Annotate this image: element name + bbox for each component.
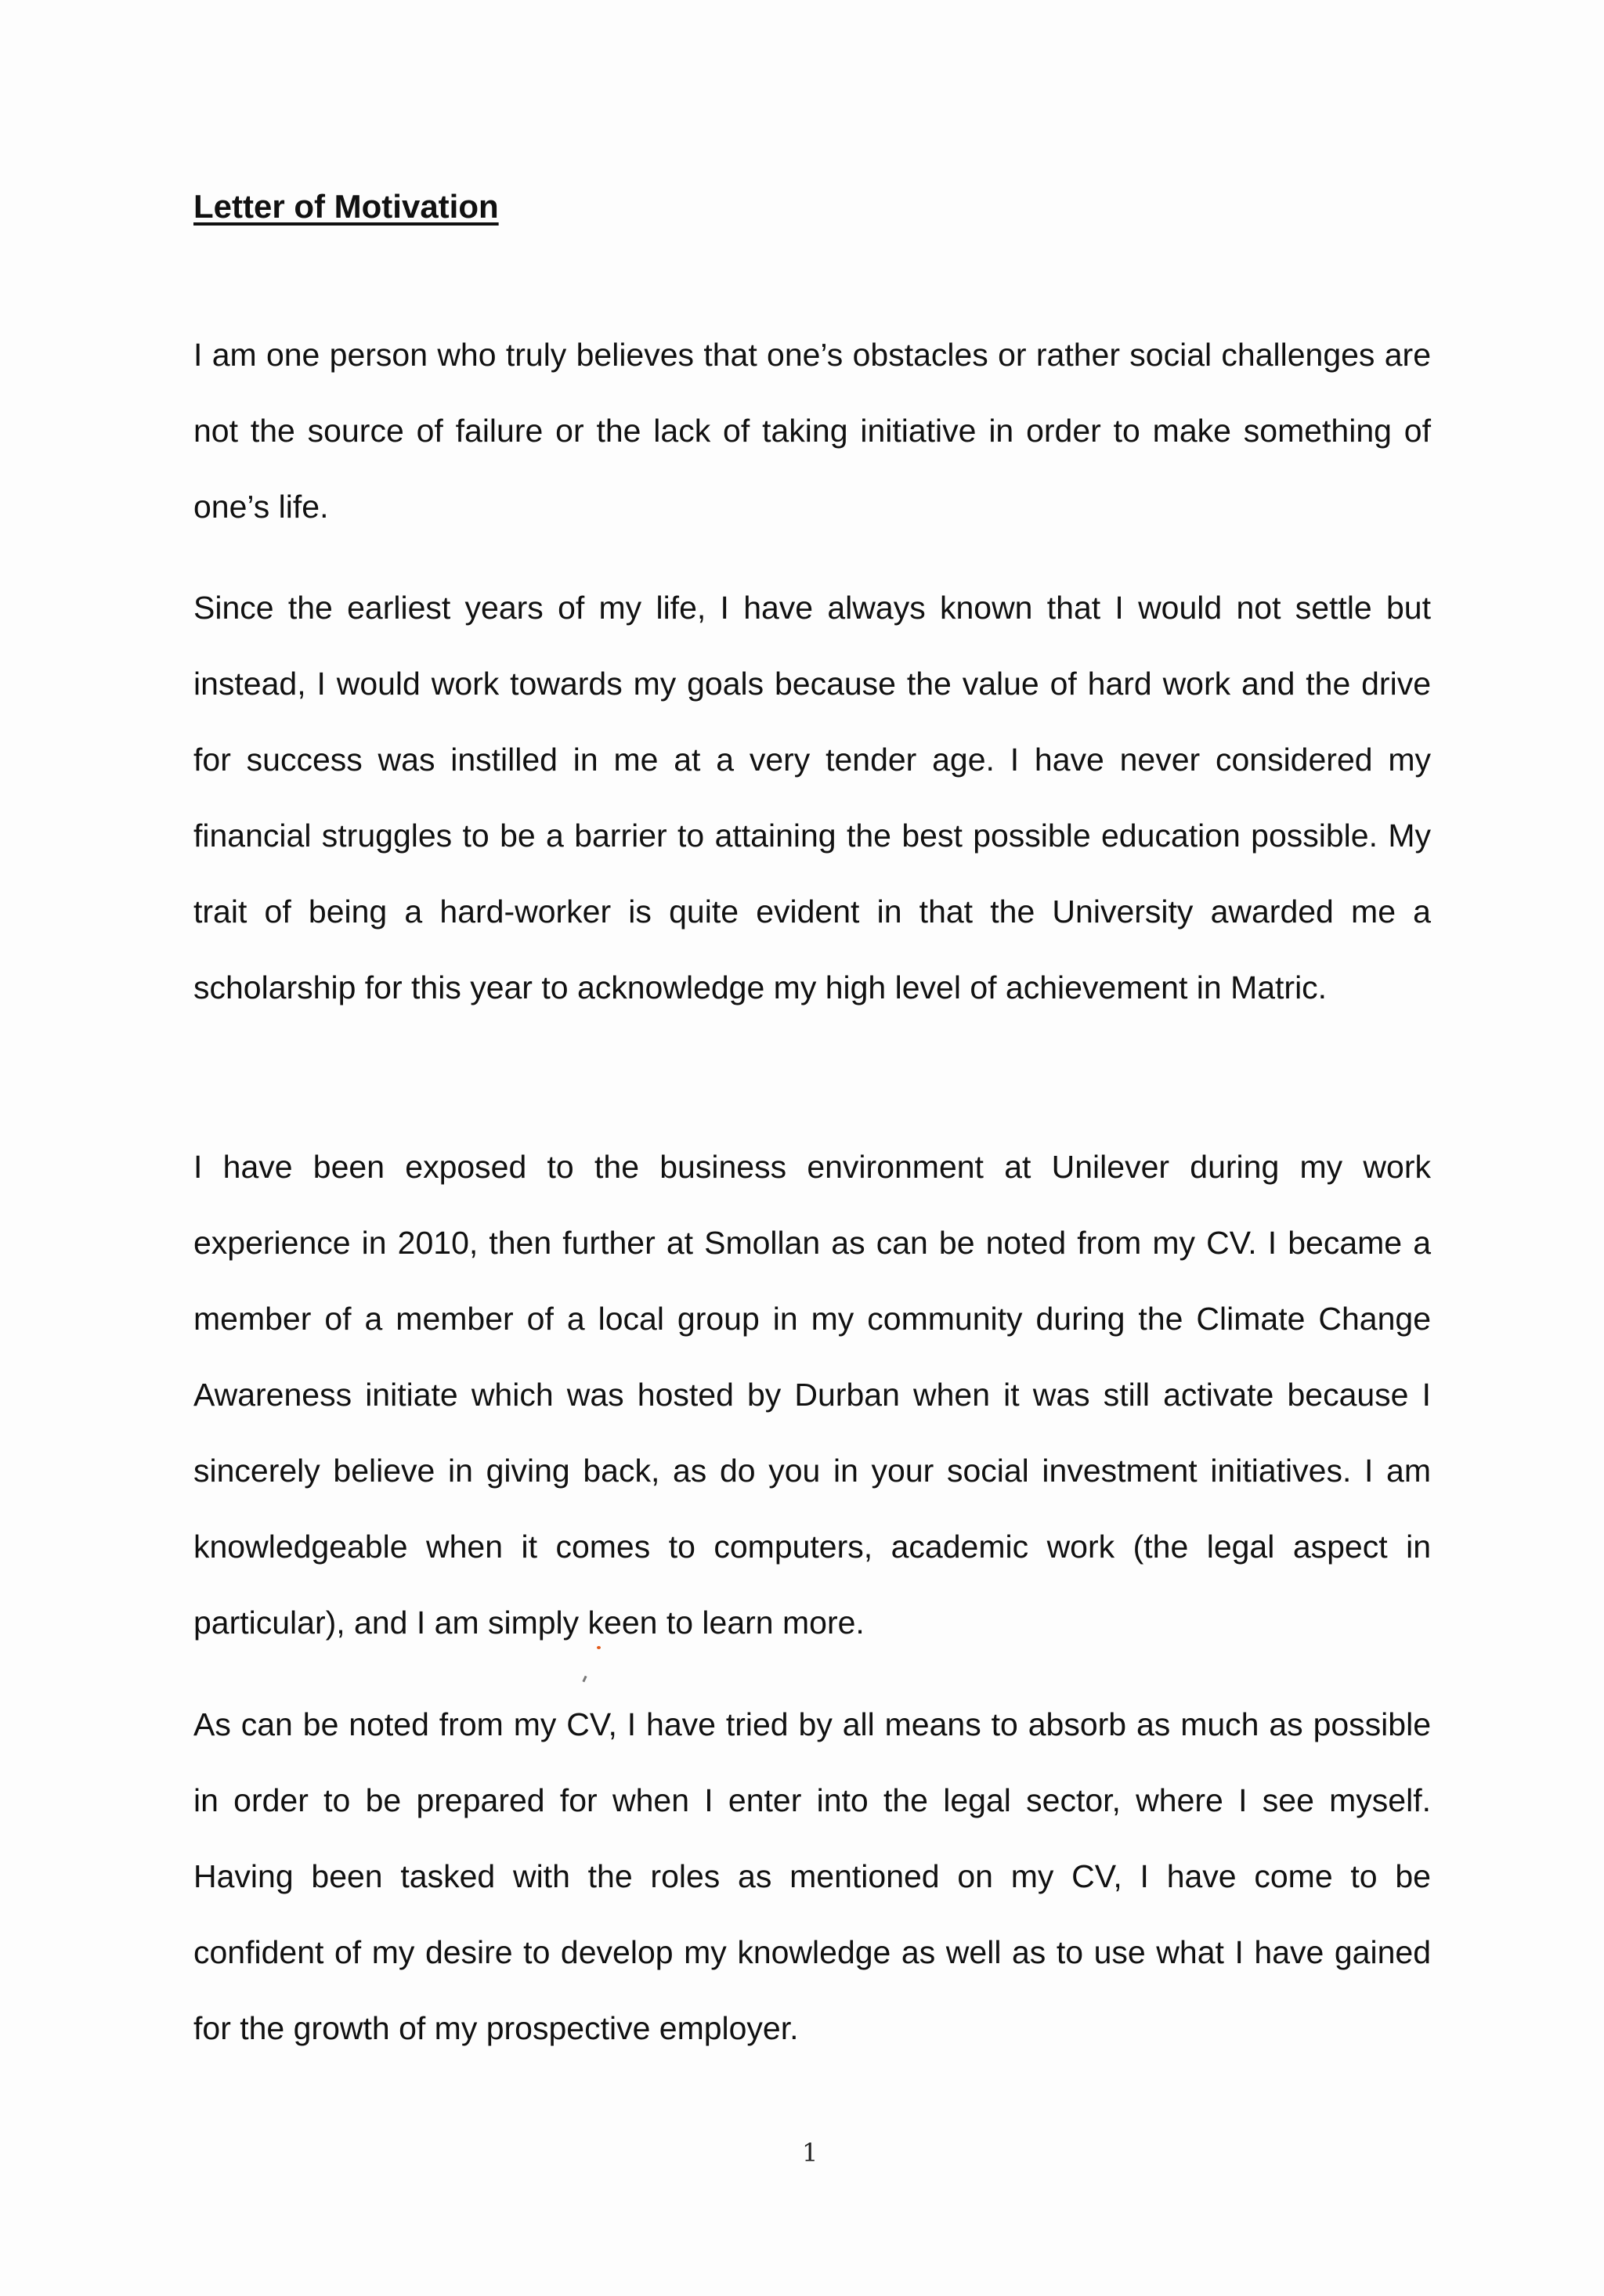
paragraph-4: As can be noted from my CV, I have tried by all means to absorb as much as possible in order to be prepared for when I enter into the legal sector, where I see myself. Having been tasked with the roles as mentioned on my CV, I have come to be confident of my desire to develop my knowledge as well as to use what I have gained for the growth of my prospective employer. [193, 1706, 1431, 2046]
paragraph-1: I am one person who truly believes that one’s obstacles or rather social challenges are not the source of failure or the lack of taking initiative in order to make something of one’s life. [193, 337, 1431, 525]
page-number: 1 [802, 2138, 818, 2168]
paragraph-2: Since the earliest years of my life, I have always known that I would not settle but instead, I would work towards my goals because the value of hard work and the drive for success was instilled in me at a very tender age. I have never considered my financial struggles to be a barrier to attaining the best possible education possible. My trait of being a hard-worker is quite evident in that the University awarded me a scholarship for this year to acknowledge my high level of achievement in Matric. [193, 590, 1431, 1005]
document-title: Letter of Motivation [193, 188, 499, 225]
scan-speck-mark [597, 1646, 601, 1649]
scan-pen-mark [582, 1676, 587, 1683]
paragraph-3: I have been exposed to the business environment at Unilever during my work experience in 2010, then further at Smollan as can be noted from my CV. I became a member of a member of a local group in my community during the Climate Change Awareness initiate which was hosted by Durban when it was still activate because I sincerely believe in giving back, as do you in your social investment initiatives. I am knowledgeable when it comes to computers, academic work (the legal aspect in particular), and I am simply keen to learn more. [193, 1149, 1431, 1641]
